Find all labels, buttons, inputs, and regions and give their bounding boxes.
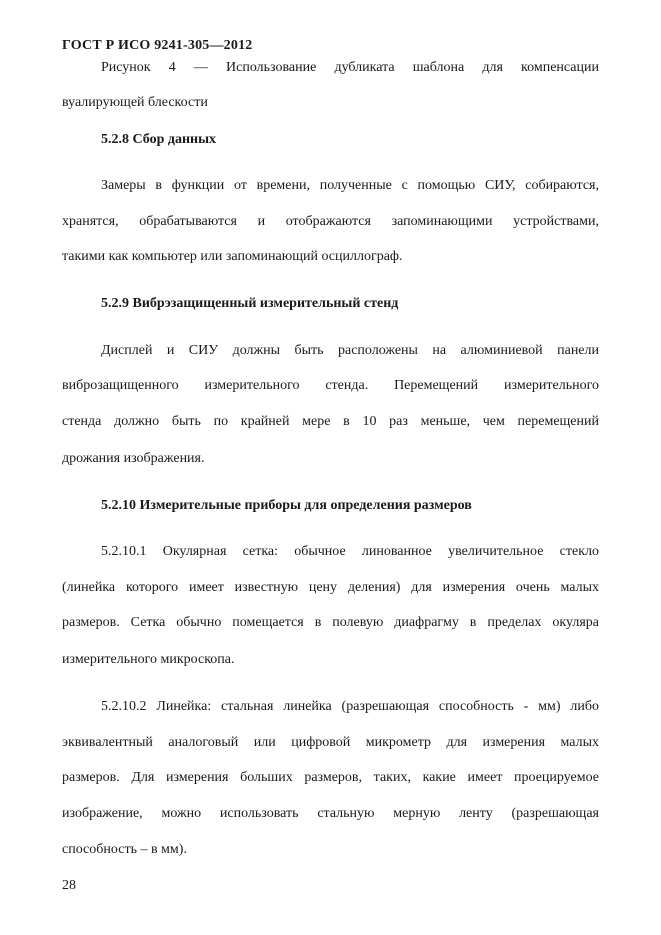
page-number: 28 <box>62 878 76 893</box>
paragraph-line: измерительного микроскопа. <box>62 652 235 667</box>
paragraph-line: способность – в мм). <box>62 842 187 857</box>
paragraph-line: (линейка которого имеет известную цену деления) для измерения очень малых <box>62 580 599 595</box>
paragraph-line: Дисплей и СИУ должны быть расположены на алюминиевой панели <box>101 343 599 358</box>
section-heading-5-2-9: 5.2.9 Вибрэзащищенный измерительный стенд <box>101 296 399 311</box>
paragraph-line: 5.2.10.1 Окулярная сетка: обычное линованное увеличительное стекло <box>101 544 599 559</box>
paragraph-line: стенда должно быть по крайней мере в 10 раз меньше, чем перемещений <box>62 414 599 429</box>
paragraph-line: хранятся, обрабатываются и отображаются запоминающими устройствами, <box>62 214 599 229</box>
paragraph-line: виброзащищенного измерительного стенда. Перемещений измерительного <box>62 378 599 393</box>
paragraph-line: Замеры в функции от времени, полученные с помощью СИУ, собираются, <box>101 178 599 193</box>
paragraph-line: такими как компьютер или запоминающий осциллограф. <box>62 249 403 264</box>
paragraph-line: дрожания изображения. <box>62 451 205 466</box>
figure-caption-line-2: вуалирующей блескости <box>62 95 208 110</box>
paragraph-line: размеров. Сетка обычно помещается в полевую диафрагму в пределах окуляра <box>62 615 599 630</box>
figure-caption-line-1: Рисунок 4 — Использование дубликата шаблона для компенсации <box>101 60 599 75</box>
paragraph-line: размеров. Для измерения больших размеров, таких, какие имеет проецируемое <box>62 770 599 785</box>
section-heading-5-2-8: 5.2.8 Сбор данных <box>101 132 217 147</box>
paragraph-line: изображение, можно использовать стальную мерную ленту (разрешающая <box>62 806 599 821</box>
paragraph-line: 5.2.10.2 Линейка: стальная линейка (разрешающая способность - мм) либо <box>101 699 599 714</box>
section-heading-5-2-10: 5.2.10 Измерительные приборы для определения размеров <box>101 498 472 513</box>
paragraph-line: эквивалентный аналоговый или цифровой микрометр для измерения малых <box>62 735 599 750</box>
standard-header: ГОСТ Р ИСО 9241-305—2012 <box>62 38 253 53</box>
